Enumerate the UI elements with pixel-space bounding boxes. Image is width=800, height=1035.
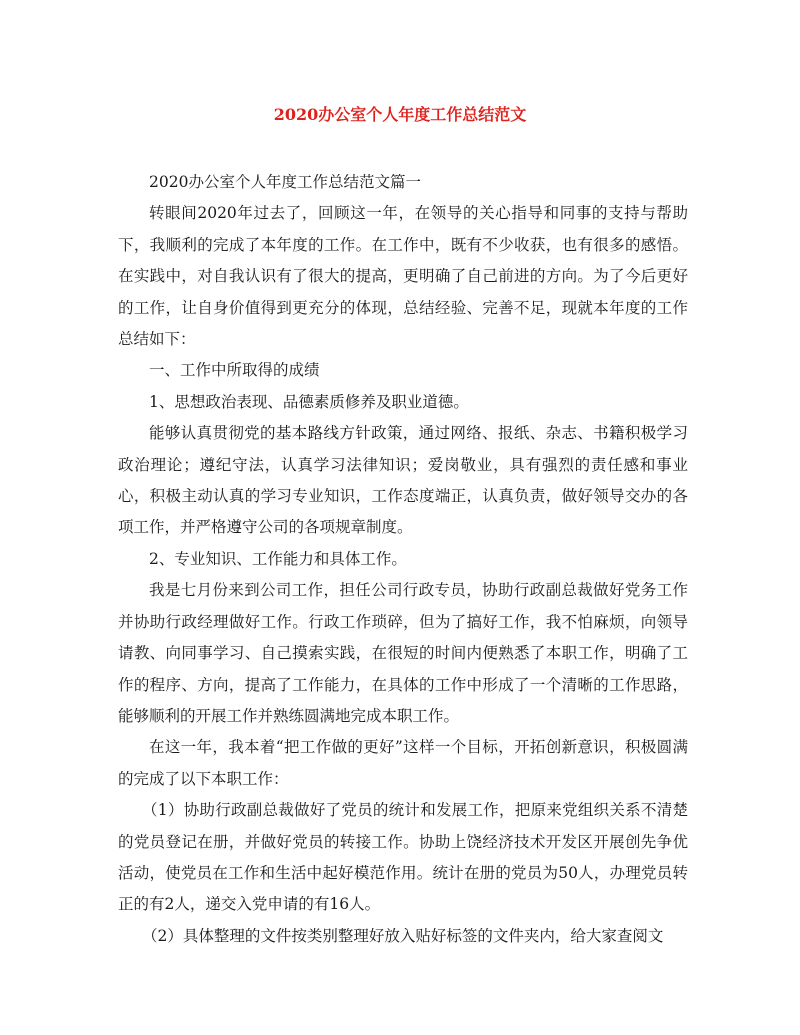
- document-title: 2020办公室个人年度工作总结范文: [273, 105, 527, 124]
- subheading-political: 1、思想政治表现、品德素质修养及职业道德。: [149, 392, 469, 411]
- document-body: [118, 167, 688, 952]
- list-item-filing: （2）具体整理的文件按类别整理好放入贴好标签的文件夹内，给大家查阅文: [142, 926, 664, 945]
- heading-achievements: 一、工作中所取得的成绩: [149, 361, 320, 380]
- paragraph-political: 能够认真贯彻党的基本路线方针政策，通过网络、报纸、杂志、书籍积极学习政治理论；遵纪守法，认真学习法律知识；爱岗敬业，具有强烈的责任感和事业心，积极主动认真的学习专业知识，工作态度端正，认真负责，做好领导交办的各项工作，并严格遵守公司的各项规章制度。: [118, 424, 688, 537]
- section-heading: 2020办公室个人年度工作总结范文篇一: [149, 173, 421, 191]
- paragraph-intro: 转眼间2020年过去了，回顾这一年，在领导的关心指导和同事的支持与帮助下，我顺利的完成了本年度的工作。在工作中，既有不少收获，也有很多的感悟。在实践中，对自我认识有了很大的提高，更明确了自己前进的方向。为了今后更好的工作，让自身价值得到更充分的体现，总结经验、完善不足，现就本年度的工作总结如下：: [118, 204, 688, 349]
- subheading-professional: 2、专业知识、工作能力和具体工作。: [149, 549, 407, 568]
- paragraph-professional: 我是七月份来到公司工作，担任公司行政专员，协助行政副总裁做好党务工作并协助行政经理做好工作。行政工作琐碎，但为了搞好工作，我不怕麻烦，向领导请教、向同事学习、自己摸索实践，在很短的时间内便熟悉了本职工作，明确了工作的程序、方向，提高了工作能力，在具体的工作中形成了一个清晰的工作思路，能够顺利的开展工作并熟练圆满地完成本职工作。: [118, 581, 688, 725]
- list-item-party-work: （1）协助行政副总裁做好了党员的统计和发展工作，把原来党组织关系不清楚的党员登记在册，并做好党员的转接工作。协助上饶经济技术开发区开展创先争优活动，使党员在工作和生活中起好模范作用。统计在册的党员为50人，办理党员转正的有2人，递交入党申请的有16人。: [118, 801, 688, 914]
- paragraph-goal: 在这一年，我本着“把工作做的更好”这样一个目标，开拓创新意识，积极圆满的完成了以下本职工作：: [118, 738, 688, 788]
